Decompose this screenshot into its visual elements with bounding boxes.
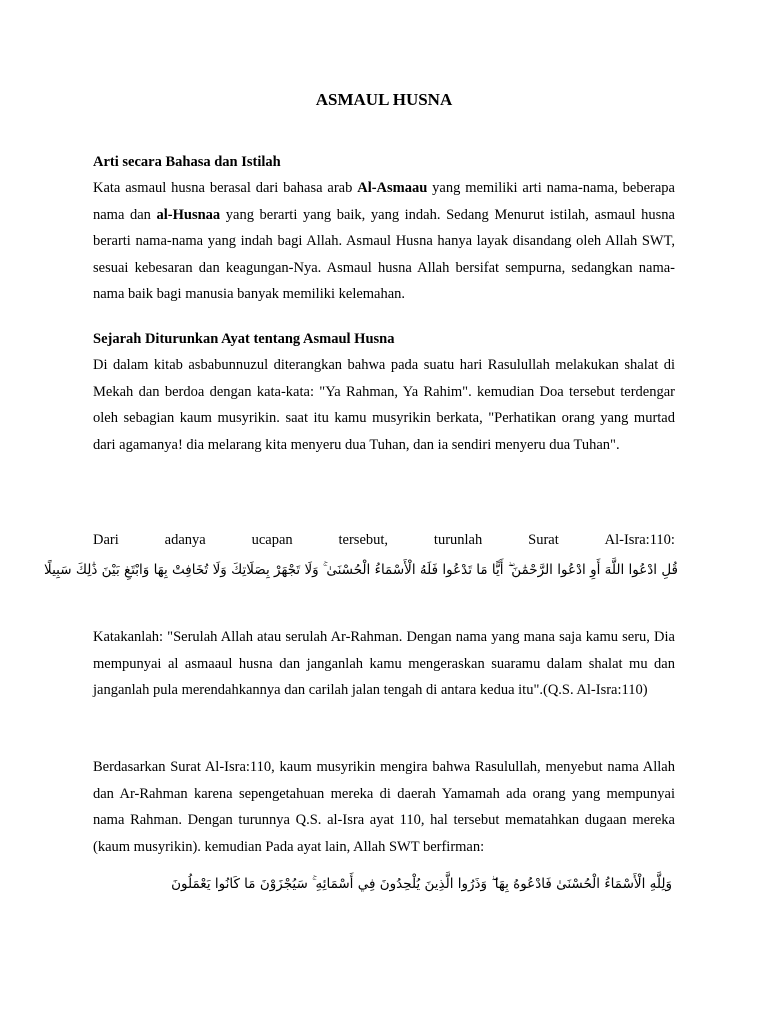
arabic-verse-al-araf-180: وَلِلَّهِ الْأَسْمَاءُ الْحُسْنَىٰ فَادْعُوهُ بِهَا ۖ وَذَرُوا الَّذِينَ يُلْحِدُونَ فِي أَسْمَائِهِ ۚ سَيُجْزَوْنَ مَا كَانُوا يَعْمَلُونَ [171, 876, 672, 892]
intro-word: ucapan [251, 532, 293, 548]
section-heading-history: Sejarah Diturunkan Ayat tentang Asmaul Husna [93, 331, 395, 347]
verse-intro-line [93, 532, 675, 549]
explanation-paragraph: Berdasarkan Surat Al-Isra:110, kaum musyrikin mengira bahwa Rasulullah, menyebut nama Allah dan Ar-Rahman karena sepengetahuan mereka di daerah Yamamah ada orang yang mempunyai nama Rahman. Dengan turunnya Q.S. al-Isra ayat 110, hal tersebut mematahkan dugaan mereka (kaum musyrikin). kemudian Pada ayat lain, Allah SWT berfirman: [93, 759, 675, 855]
term-al-asmaau: Al-Asmaau [357, 180, 428, 196]
intro-word: tersebut, [338, 532, 389, 548]
intro-word: Dari [93, 532, 119, 548]
history-paragraph: Di dalam kitab asbabunnuzul diterangkan bahwa pada suatu hari Rasulullah melakukan shalat di Mekah dan berdoa dengan kata-kata: "Ya Rahman, Ya Rahim". kemudian Doa tersebut terdengar oleh sebagian kaum musyrikin. saat itu kamu musyrikin berkata, "Perhatikan orang yang murtad dari agamanya! dia melarang kita menyeru dua Tuhan, dan ia sendiri menyeru dua Tuhan". [93, 357, 675, 453]
verse-translation: Katakanlah: "Serulah Allah atau serulah Ar-Rahman. Dengan nama yang mana saja kamu seru, Dia mempunyai al asmaaul husna dan janganlah kamu mengeraskan suaramu dalam shalat mu dan janganlah pula merendahkannya dan carilah jalan tengah di antara kedua itu".(Q.S. Al-Isra:110) [93, 629, 675, 698]
meaning-paragraph [93, 175, 675, 308]
meaning-text-2: yang memiliki arti nama-nama, beberapa nama dan [93, 180, 675, 223]
intro-word: turunlah [433, 532, 483, 548]
meaning-text-1: Kata asmaul husna berasal dari bahasa arab [93, 180, 358, 196]
meaning-text-3: yang berarti yang baik, yang indah. Sedang Menurut istilah, asmaul husna berarti nama-nama yang indah bagi Allah. Asmaul Husna hanya layak disandang oleh Allah SWT, sesuai kebesaran dan keagungan-Nya. Asmaul husna Allah bersifat sempurna, sedangkan nama-nama baik bagi manusia banyak memiliki kelemahan. [93, 206, 675, 302]
intro-word: Surat [528, 532, 559, 548]
page-title: ASMAUL HUSNA [315, 90, 453, 109]
intro-word: Al-Isra:110: [604, 532, 675, 548]
term-al-husnaa: al-Husnaa [156, 206, 221, 223]
section-heading-meaning: Arti secara Bahasa dan Istilah [93, 154, 281, 170]
arabic-verse-al-isra-110: قُلِ ادْعُوا اللَّهَ أَوِ ادْعُوا الرَّحْمَٰنَ ۖ أَيًّا مَا تَدْعُوا فَلَهُ الْأَسْمَاءُ الْحُسْنَىٰ ۚ وَلَا تَجْهَرْ بِصَلَاتِكَ وَلَا تُخَافِتْ بِهَا وَابْتَغِ بَيْنَ ذَٰلِكَ سَبِيلًا [44, 562, 678, 578]
intro-word: adanya [164, 532, 206, 548]
